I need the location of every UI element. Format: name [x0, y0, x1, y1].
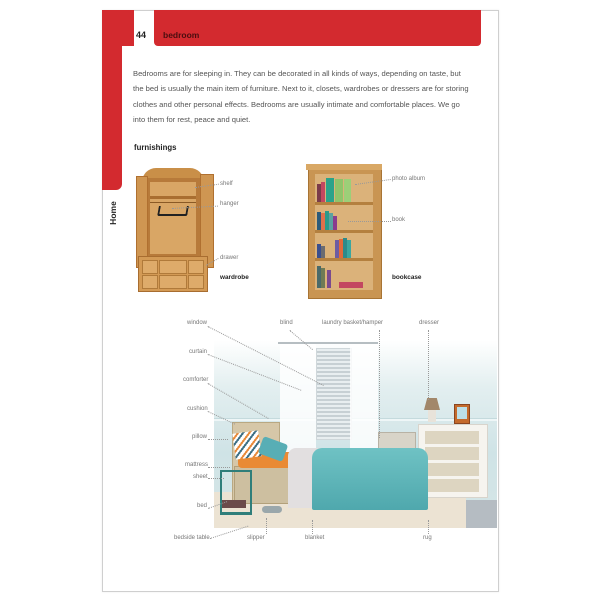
label-curtain: curtain — [189, 349, 208, 355]
curtain-right — [350, 344, 378, 462]
section-title: furnishings — [134, 143, 177, 152]
label-bookcase: bookcase — [392, 274, 422, 281]
label-photo-album: photo album — [392, 176, 426, 182]
label-blanket: blanket — [305, 535, 325, 541]
label-bed: bed — [197, 503, 208, 509]
header-bar — [154, 10, 481, 46]
page-title: bedroom — [163, 30, 200, 40]
label-rug: rug — [423, 535, 432, 541]
label-mattress: mattress — [185, 462, 209, 468]
label-shelf: shelf — [220, 181, 233, 187]
lamp-icon — [424, 398, 440, 410]
side-tab-label: Home — [107, 201, 118, 225]
label-wardrobe: wardrobe — [220, 274, 249, 281]
label-pillow: pillow — [192, 434, 208, 440]
pillow — [232, 430, 261, 459]
label-cushion: cushion — [187, 406, 208, 412]
slipper-icon — [262, 506, 282, 513]
label-sheet: sheet — [193, 474, 208, 480]
wardrobe-shelf — [150, 196, 196, 199]
label-dresser: dresser — [419, 320, 440, 326]
bedroom-scene — [214, 340, 497, 528]
blanket — [312, 448, 428, 510]
intro-paragraph: Bedrooms are for sleeping in. They can be decorated in all kinds of ways, depending on taste, but the bed is usually the main item of furniture. Next to it, closets, wardrobes or dressers are for storing clothes and other personal effects. Bedrooms are usually intimate and comfortable places. We go into them for rest, peace and quiet. — [133, 69, 469, 124]
bookcase-illustration — [308, 165, 382, 299]
label-laundry-basket: laundry basket/hamper — [322, 320, 384, 326]
label-window: window — [187, 320, 208, 326]
label-slipper: slipper — [247, 535, 265, 541]
label-blind: blind — [280, 320, 293, 326]
label-drawer: drawer — [220, 255, 239, 261]
label-hanger: hanger — [220, 201, 239, 207]
page-number: 44 — [136, 30, 147, 40]
window — [316, 348, 352, 440]
label-book: book — [392, 217, 406, 223]
dresser — [418, 424, 488, 498]
header-corner — [102, 10, 134, 46]
label-bedside-table: bedside table — [174, 535, 210, 541]
picture-frame — [454, 404, 470, 424]
side-tab — [107, 200, 125, 230]
bedside-table — [220, 470, 252, 515]
label-comforter: comforter — [183, 377, 209, 383]
